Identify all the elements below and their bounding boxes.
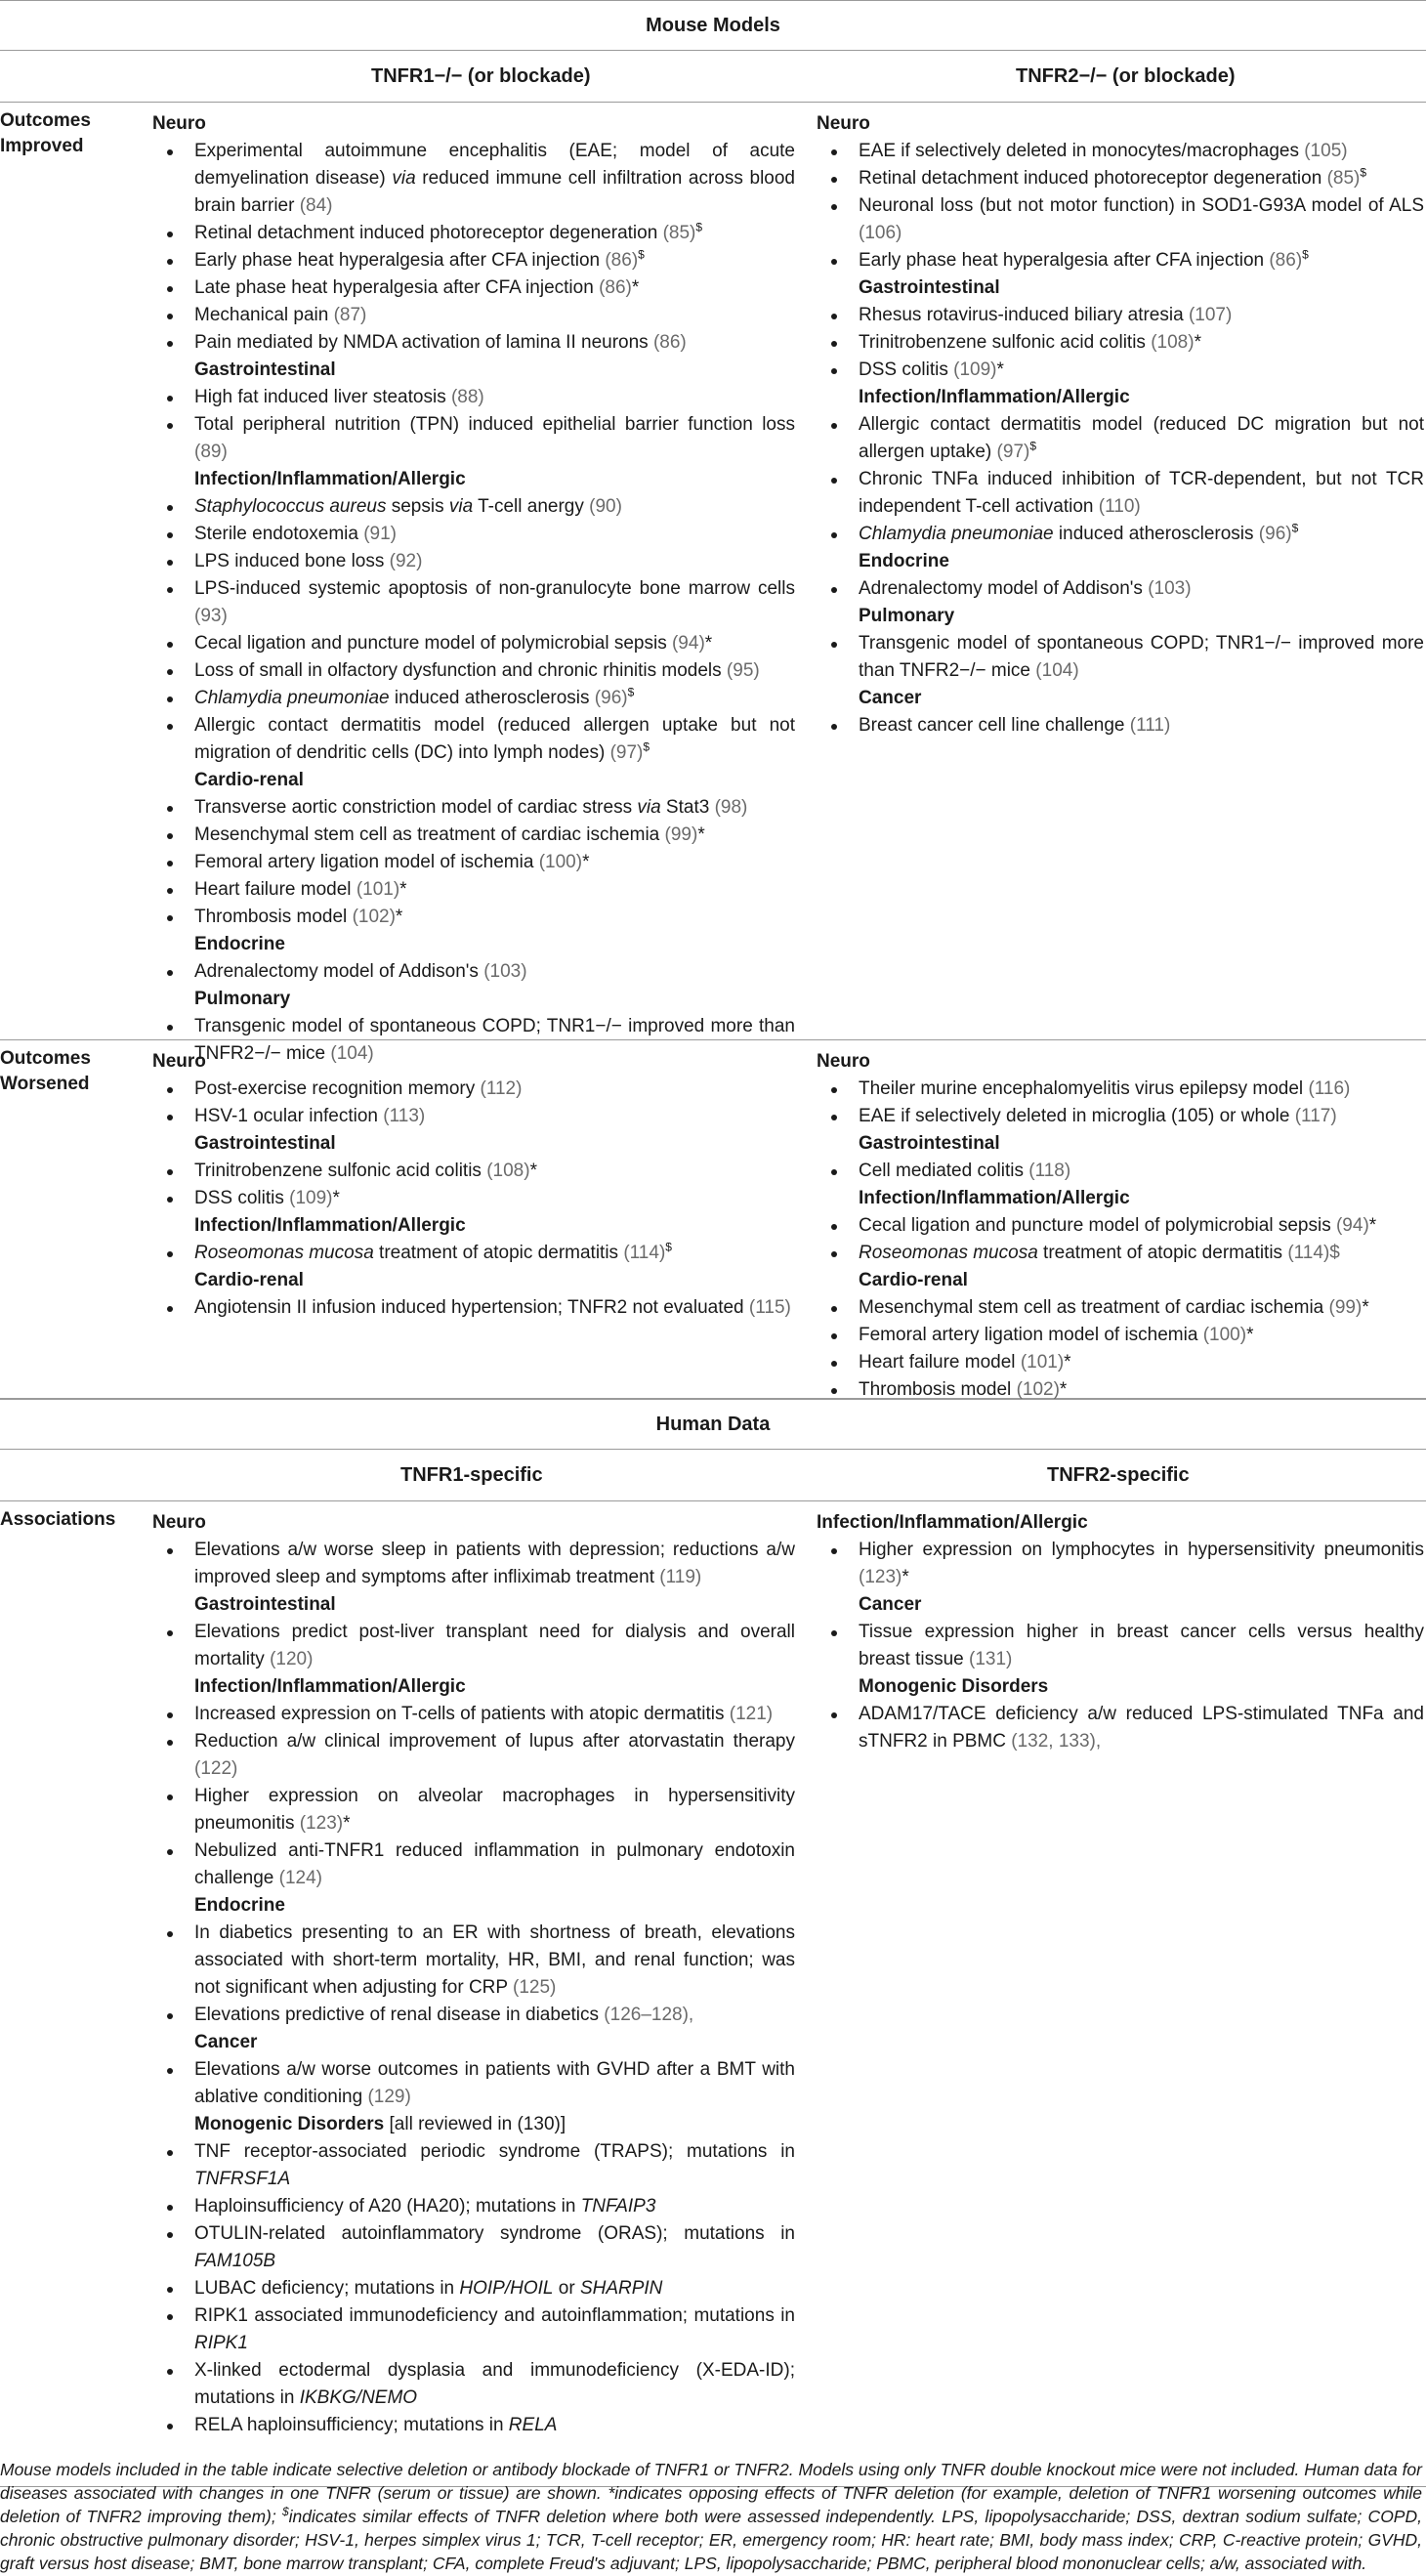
- effect-marker: *: [529, 1161, 537, 1181]
- item-text: High fat induced liver steatosis: [194, 387, 446, 407]
- item-text: Pain mediated by NMDA activation of lamina II neurons: [194, 332, 649, 353]
- list-item: [152, 2275, 795, 2302]
- effect-marker: *: [1059, 1379, 1068, 1400]
- reference: (85): [1326, 168, 1361, 189]
- reference: (100): [538, 852, 583, 872]
- effect-marker: *: [1368, 1215, 1377, 1236]
- item-text: Increased expression on T-cells of patients with atopic dermatitis: [194, 1704, 725, 1724]
- category-heading: Pulmonary: [194, 989, 291, 1009]
- item-text: Early phase heat hyperalgesia after CFA injection: [194, 250, 601, 271]
- row-label-improved: Outcomes Improved: [0, 110, 91, 156]
- reference: (94): [1335, 1215, 1369, 1236]
- item-text: Allergic contact dermatitis model (reduced DC migration but not allergen uptake): [859, 414, 1424, 462]
- list-item: [817, 1212, 1424, 1240]
- reference: (109): [953, 359, 997, 380]
- item-text: X-linked ectodermal dysplasia and immunodeficiency (X-EDA-ID); mutations in IKBKG/NEMO: [194, 2360, 795, 2408]
- category-heading: Cancer: [859, 688, 922, 708]
- human-column-headings: [0, 1450, 1426, 1501]
- list-item: [817, 192, 1424, 247]
- effect-marker: *: [996, 359, 1004, 380]
- item-text: Theiler murine encephalomyelitis virus epilepsy model: [859, 1078, 1304, 1099]
- item-text: EAE if selectively deleted in monocytes/macrophages: [859, 141, 1299, 161]
- reference: (100): [1202, 1325, 1247, 1345]
- reference: (84): [299, 195, 333, 216]
- reference: (102): [1016, 1379, 1060, 1400]
- category-heading: Infection/Inflammation/Allergic: [194, 469, 466, 489]
- reference: (98): [714, 797, 748, 818]
- reference: (112): [480, 1078, 523, 1099]
- list-item: [152, 138, 795, 220]
- reference: (86): [652, 332, 687, 353]
- reference: (99): [1328, 1297, 1363, 1318]
- category-heading: Neuro: [152, 1512, 206, 1533]
- reference: (114)$: [1287, 1243, 1340, 1263]
- reference: (106): [859, 223, 902, 243]
- category-heading: Pulmonary: [859, 606, 955, 626]
- category-heading: Endocrine: [194, 934, 285, 954]
- worsened-tnfr1-list: [152, 1048, 795, 1322]
- reference: (121): [729, 1704, 774, 1724]
- list-item: [152, 904, 795, 931]
- list-item: [152, 876, 795, 904]
- item-text: Adrenalectomy model of Addison's: [859, 578, 1143, 599]
- category-heading: Infection/Inflammation/Allergic: [859, 387, 1130, 407]
- list-item: [817, 466, 1424, 521]
- item-text: LPS induced bone loss: [194, 551, 385, 571]
- reference: (102): [352, 907, 396, 927]
- reference: (119): [659, 1567, 702, 1587]
- category-heading: Endocrine: [859, 551, 949, 571]
- item-text: ADAM17/TACE deficiency a/w reduced LPS-stimulated TNFa and sTNFR2 in PBMC: [859, 1704, 1424, 1752]
- reference: (88): [450, 387, 484, 407]
- category-heading: Infection/Inflammation/Allergic: [859, 1188, 1130, 1208]
- list-item: [152, 1701, 795, 1728]
- heading-tnfr2-human: TNFR2-specific: [1047, 1464, 1190, 1486]
- item-text: Loss of small in olfactory dysfunction and chronic rhinitis models: [194, 660, 722, 681]
- reference: (108): [486, 1161, 530, 1181]
- list-item: [152, 1240, 795, 1267]
- list-item: [152, 2056, 795, 2111]
- category-heading: Neuro: [817, 1051, 870, 1072]
- list-item: [817, 165, 1424, 192]
- reference: (90): [589, 496, 622, 517]
- list-item: [152, 822, 795, 849]
- list-item: [152, 1728, 795, 1783]
- effect-marker: *: [395, 907, 403, 927]
- reference: (109): [289, 1188, 333, 1208]
- list-item: [152, 1158, 795, 1185]
- item-text: Transverse aortic constriction model of cardiac stress via Stat3: [194, 797, 710, 818]
- item-text: OTULIN-related autoinflammatory syndrome (ORAS); mutations in FAM105B: [194, 2223, 795, 2271]
- reference: (87): [333, 305, 367, 325]
- reference: (91): [363, 524, 398, 544]
- reference: (116): [1308, 1078, 1351, 1099]
- item-text: Tissue expression higher in breast cancer cells versus healthy breast tissue: [859, 1622, 1424, 1669]
- item-text: Elevations predict post-liver transplant need for dialysis and overall mortality: [194, 1622, 795, 1669]
- list-item: [152, 657, 795, 685]
- reference: (115): [748, 1297, 791, 1318]
- list-item: [817, 1349, 1424, 1376]
- category-heading: Infection/Inflammation/Allergic: [817, 1512, 1088, 1533]
- category-heading: Infection/Inflammation/Allergic: [194, 1676, 466, 1697]
- list-item: [152, 630, 795, 657]
- reference: (86): [1269, 250, 1303, 271]
- item-text: LPS-induced systemic apoptosis of non-granulocyte bone marrow cells: [194, 578, 795, 599]
- list-item: [817, 1158, 1424, 1185]
- category-heading: Cardio-renal: [194, 770, 304, 790]
- effect-marker: *: [399, 879, 407, 900]
- reference: (131): [969, 1649, 1013, 1669]
- item-text: Heart failure model: [194, 879, 352, 900]
- category-heading: Monogenic Disorders [all reviewed in (130)]: [194, 2114, 566, 2134]
- list-item: [817, 329, 1424, 357]
- list-item: [817, 302, 1424, 329]
- reference: (118): [1028, 1161, 1071, 1181]
- list-item: [817, 575, 1424, 603]
- list-item: [817, 138, 1424, 165]
- item-text: In diabetics presenting to an ER with shortness of breath, elevations associated with short-term mortality, HR, BMI, and renal function; was not significant when adjusting for CRP: [194, 1922, 795, 1998]
- item-text: Nebulized anti-TNFR1 reduced inflammation in pulmonary endotoxin challenge: [194, 1840, 795, 1888]
- outcomes-improved-row: [0, 103, 1426, 1064]
- reference: (132, 133),: [1011, 1731, 1102, 1752]
- item-text: Post-exercise recognition memory: [194, 1078, 476, 1099]
- list-item: [152, 2138, 795, 2193]
- list-item: [152, 1619, 795, 1673]
- section-title-mouse: Mouse Models: [0, 0, 1426, 51]
- list-item: [152, 1920, 795, 2002]
- reference: (103): [483, 961, 527, 982]
- table-footnote: Mouse models included in the table indicate selective deletion or antibody blockade of TNFR1 or TNFR2. Models using only TNFR double knockout mice were not included. Human data for diseases associated with changes in one TNFR (serum or tissue) are shown. *indicates opposing effects of TNFR deletion (for example, deletion of TNFR1 worsening outcomes while deletion of TNFR2 improving them); $indicates similar effects of TNFR deletion where both were assessed independently. LPS, lipopolysaccharide; DSS, dextran sodium sulfate; COPD, chronic obstructive pulmonary disorder; HSV-1, herpes simplex virus 1; TCR, T-cell receptor; ER, emergency room; HR: heart rate; BMI, body mass index; CRP, C-reactive protein; GVHD, graft versus host disease; BMT, bone marrow transplant; CFA, complete Freud's adjuvant; LPS, lipopolysaccharide; PBMC, peripheral blood mononuclear cells; a/w, associated with.: [0, 2460, 1422, 2573]
- category-heading: Gastrointestinal: [859, 1133, 1000, 1154]
- item-text: Cecal ligation and puncture model of polymicrobial sepsis: [194, 633, 667, 654]
- reference: (86): [605, 250, 639, 271]
- list-item: [152, 849, 795, 876]
- list-item: [817, 1619, 1424, 1673]
- reference: (97): [996, 442, 1030, 462]
- item-text: Trinitrobenzene sulfonic acid colitis: [859, 332, 1146, 353]
- item-text: Staphylococcus aureus sepsis via T-cell anergy: [194, 496, 584, 517]
- item-text: Roseomonas mucosa treatment of atopic dermatitis: [194, 1243, 619, 1263]
- human-tnfr1-list: [152, 1509, 795, 2439]
- list-item: [152, 2220, 795, 2275]
- list-item: [152, 302, 795, 329]
- category-heading: Monogenic Disorders: [859, 1676, 1049, 1697]
- reference: (123): [859, 1567, 902, 1587]
- item-text: TNF receptor-associated periodic syndrome (TRAPS); mutations in TNFRSF1A: [194, 2141, 795, 2189]
- item-text: DSS colitis: [194, 1188, 284, 1208]
- list-item: [152, 493, 795, 521]
- reference: (110): [1098, 496, 1141, 517]
- item-text: Haploinsufficiency of A20 (HA20); mutations in TNFAIP3: [194, 2196, 656, 2217]
- reference: (120): [270, 1649, 314, 1669]
- list-item: [152, 2002, 795, 2029]
- improved-tnfr2-list: [817, 110, 1424, 739]
- reference: (107): [1188, 305, 1233, 325]
- list-item: [152, 2193, 795, 2220]
- reference: (101): [1020, 1352, 1065, 1372]
- item-text: Heart failure model: [859, 1352, 1016, 1372]
- list-item: [152, 384, 795, 411]
- reference: (117): [1294, 1106, 1337, 1126]
- item-text: Neuronal loss (but not motor function) in SOD1-G93A model of ALS: [859, 195, 1424, 216]
- effect-marker: $: [665, 1240, 672, 1254]
- reference: (113): [383, 1106, 426, 1126]
- reference: (123): [299, 1813, 344, 1834]
- reference: (108): [1151, 332, 1195, 353]
- item-text: Late phase heat hyperalgesia after CFA injection: [194, 277, 594, 298]
- item-text: EAE if selectively deleted in microglia (105) or whole: [859, 1106, 1290, 1126]
- effect-marker: $: [643, 739, 650, 754]
- item-text: Retinal detachment induced photoreceptor degeneration: [194, 223, 658, 243]
- item-text: Experimental autoimmune encephalitis (EAE; model of acute demyelination disease) via reduced immune cell infiltration across blood brain barrier: [194, 141, 795, 216]
- reference: (101): [356, 879, 400, 900]
- heading-tnfr2-mouse: TNFR2−/− (or blockade): [1016, 65, 1236, 87]
- list-item: [152, 685, 795, 712]
- list-item: [152, 2302, 795, 2357]
- category-heading: Infection/Inflammation/Allergic: [194, 1215, 466, 1236]
- reference: (104): [1035, 660, 1079, 681]
- category-heading: Cardio-renal: [194, 1270, 304, 1290]
- list-item: [817, 247, 1424, 274]
- item-text: Chronic TNFa induced inhibition of TCR-dependent, but not TCR independent T-cell activation: [859, 469, 1424, 517]
- list-item: [817, 1294, 1424, 1322]
- reference: (104): [330, 1043, 374, 1064]
- item-text: Mesenchymal stem cell as treatment of cardiac ischemia: [194, 824, 660, 845]
- effect-marker: $: [1360, 165, 1367, 180]
- reference: (125): [513, 1977, 557, 1998]
- item-text: Thrombosis model: [859, 1379, 1012, 1400]
- reference: (124): [278, 1868, 322, 1888]
- item-text: Adrenalectomy model of Addison's: [194, 961, 479, 982]
- item-text: Reduction a/w clinical improvement of lupus after atorvastatin therapy: [194, 1731, 795, 1752]
- reference: (122): [194, 1758, 238, 1779]
- heading-tnfr1-human: TNFR1-specific: [400, 1464, 543, 1486]
- list-item: [152, 220, 795, 247]
- reference: (111): [1129, 715, 1171, 736]
- item-text: Transgenic model of spontaneous COPD; TNR1−/− improved more than TNFR2−/− mice: [194, 1016, 795, 1064]
- list-item: [152, 794, 795, 822]
- category-heading: Cardio-renal: [859, 1270, 968, 1290]
- effect-marker: $: [627, 685, 635, 699]
- list-item: [152, 548, 795, 575]
- category-heading: Cancer: [859, 1594, 922, 1615]
- item-text: Femoral artery ligation model of ischemia: [194, 852, 534, 872]
- reference: (114): [623, 1243, 666, 1263]
- item-text: Femoral artery ligation model of ischemia: [859, 1325, 1198, 1345]
- list-item: [152, 958, 795, 986]
- reference: (92): [389, 551, 423, 571]
- item-text: Early phase heat hyperalgesia after CFA injection: [859, 250, 1265, 271]
- effect-marker: *: [1194, 332, 1201, 353]
- category-heading: Neuro: [152, 1051, 206, 1072]
- reference: (105): [1304, 141, 1348, 161]
- row-label-associations: Associations: [0, 1509, 116, 1530]
- outcomes-worsened-row: [0, 1040, 1426, 1399]
- row-label-worsened: Outcomes Worsened: [0, 1048, 91, 1094]
- item-text: HSV-1 ocular infection: [194, 1106, 378, 1126]
- effect-marker: *: [332, 1188, 340, 1208]
- item-text: Angiotensin II infusion induced hypertension; TNFR2 not evaluated: [194, 1297, 744, 1318]
- mouse-column-headings: [0, 51, 1426, 103]
- category-heading: Gastrointestinal: [194, 1133, 336, 1154]
- item-text: Transgenic model of spontaneous COPD; TNR1−/− improved more than TNFR2−/− mice: [859, 633, 1424, 681]
- item-text: Thrombosis model: [194, 907, 348, 927]
- list-item: [817, 1376, 1424, 1404]
- item-text: Cecal ligation and puncture model of polymicrobial sepsis: [859, 1215, 1331, 1236]
- reference: (96): [594, 688, 628, 708]
- effect-marker: $: [1302, 247, 1309, 262]
- reference: (85): [662, 223, 696, 243]
- list-item: [817, 1322, 1424, 1349]
- reference: (89): [194, 442, 228, 462]
- list-item: [152, 1537, 795, 1591]
- effect-marker: $: [695, 220, 703, 234]
- list-item: [152, 274, 795, 302]
- list-item: [817, 1701, 1424, 1755]
- list-item: [152, 2357, 795, 2412]
- item-text: Cell mediated colitis: [859, 1161, 1024, 1181]
- improved-tnfr1-list: [152, 110, 795, 1068]
- list-item: [817, 712, 1424, 739]
- list-item: [152, 247, 795, 274]
- item-text: Chlamydia pneumoniae induced atherosclerosis: [859, 524, 1254, 544]
- list-item: [152, 1103, 795, 1130]
- list-item: [152, 1185, 795, 1212]
- category-heading: Cancer: [194, 2032, 258, 2052]
- list-item: [152, 575, 795, 630]
- list-item: [817, 357, 1424, 384]
- reference: (94): [671, 633, 705, 654]
- effect-marker: *: [704, 633, 713, 654]
- list-item: [152, 1076, 795, 1103]
- reference: (96): [1258, 524, 1292, 544]
- item-text: Sterile endotoxemia: [194, 524, 358, 544]
- category-heading: Neuro: [152, 113, 206, 134]
- list-item: [152, 1294, 795, 1322]
- reference: (95): [726, 660, 760, 681]
- reference: (97): [609, 742, 644, 763]
- category-heading: Gastrointestinal: [859, 277, 1000, 298]
- list-item: [152, 411, 795, 466]
- effect-marker: $: [638, 247, 645, 262]
- item-text: Retinal detachment induced photoreceptor degeneration: [859, 168, 1322, 189]
- effect-marker: $: [1291, 521, 1299, 535]
- effect-marker: $: [1029, 439, 1037, 453]
- effect-marker: *: [343, 1813, 351, 1834]
- effect-marker: *: [1362, 1297, 1369, 1318]
- effect-marker: *: [697, 824, 705, 845]
- list-item: [817, 1076, 1424, 1103]
- item-text: LUBAC deficiency; mutations in HOIP/HOIL or SHARPIN: [194, 2278, 663, 2299]
- effect-marker: *: [631, 277, 640, 298]
- list-item: [817, 411, 1424, 466]
- effect-marker: *: [902, 1567, 909, 1587]
- item-text: Roseomonas mucosa treatment of atopic dermatitis: [859, 1243, 1283, 1263]
- item-text: Higher expression on alveolar macrophages in hypersensitivity pneumonitis: [194, 1786, 795, 1834]
- list-item: [152, 2412, 795, 2439]
- item-text: Allergic contact dermatitis model (reduced allergen uptake but not migration of dendritic cells (DC) into lymph nodes): [194, 715, 795, 763]
- effect-marker: *: [1064, 1352, 1071, 1372]
- item-text: Total peripheral nutrition (TPN) induced epithelial barrier function loss: [194, 414, 795, 435]
- heading-tnfr1-mouse: TNFR1−/− (or blockade): [371, 65, 591, 87]
- list-item: [152, 1837, 795, 1892]
- item-text: RELA haploinsufficiency; mutations in RELA: [194, 2415, 558, 2435]
- list-item: [152, 521, 795, 548]
- item-text: Trinitrobenzene sulfonic acid colitis: [194, 1161, 482, 1181]
- list-item: [817, 630, 1424, 685]
- list-item: [152, 712, 795, 767]
- item-text: Mechanical pain: [194, 305, 329, 325]
- reference: (103): [1148, 578, 1192, 599]
- section-title-human: Human Data: [0, 1399, 1426, 1450]
- category-heading: Neuro: [817, 113, 870, 134]
- item-text: Rhesus rotavirus-induced biliary atresia: [859, 305, 1184, 325]
- reference: (126–128),: [604, 2005, 694, 2025]
- list-item: [152, 329, 795, 357]
- item-text: Higher expression on lymphocytes in hypersensitivity pneumonitis: [859, 1540, 1424, 1560]
- list-item: [817, 1537, 1424, 1591]
- category-heading: Gastrointestinal: [194, 359, 336, 380]
- item-text: Elevations predictive of renal disease in diabetics: [194, 2005, 600, 2025]
- item-text: Elevations a/w worse outcomes in patients with GVHD after a BMT with ablative conditioning: [194, 2059, 795, 2107]
- list-item: [817, 1103, 1424, 1130]
- category-heading: Gastrointestinal: [194, 1594, 336, 1615]
- item-text: Chlamydia pneumoniae induced atherosclerosis: [194, 688, 590, 708]
- reference: (129): [367, 2087, 411, 2107]
- reference: (93): [194, 606, 228, 626]
- list-item: [152, 1783, 795, 1837]
- effect-marker: *: [582, 852, 590, 872]
- item-text: Breast cancer cell line challenge: [859, 715, 1125, 736]
- worsened-tnfr2-list: [817, 1048, 1424, 1404]
- category-heading: Endocrine: [194, 1895, 285, 1916]
- item-text: DSS colitis: [859, 359, 948, 380]
- list-item: [817, 521, 1424, 548]
- list-item: [817, 1240, 1424, 1267]
- item-text: Elevations a/w worse sleep in patients with depression; reductions a/w improved sleep and symptoms after infliximab treatment: [194, 1540, 795, 1587]
- item-text: Mesenchymal stem cell as treatment of cardiac ischemia: [859, 1297, 1324, 1318]
- effect-marker: *: [1246, 1325, 1254, 1345]
- item-text: RIPK1 associated immunodeficiency and autoinflammation; mutations in RIPK1: [194, 2305, 795, 2353]
- reference: (86): [599, 277, 632, 298]
- associations-row: [0, 1501, 1426, 2487]
- human-tnfr2-list: [817, 1509, 1424, 1755]
- reference: (99): [664, 824, 698, 845]
